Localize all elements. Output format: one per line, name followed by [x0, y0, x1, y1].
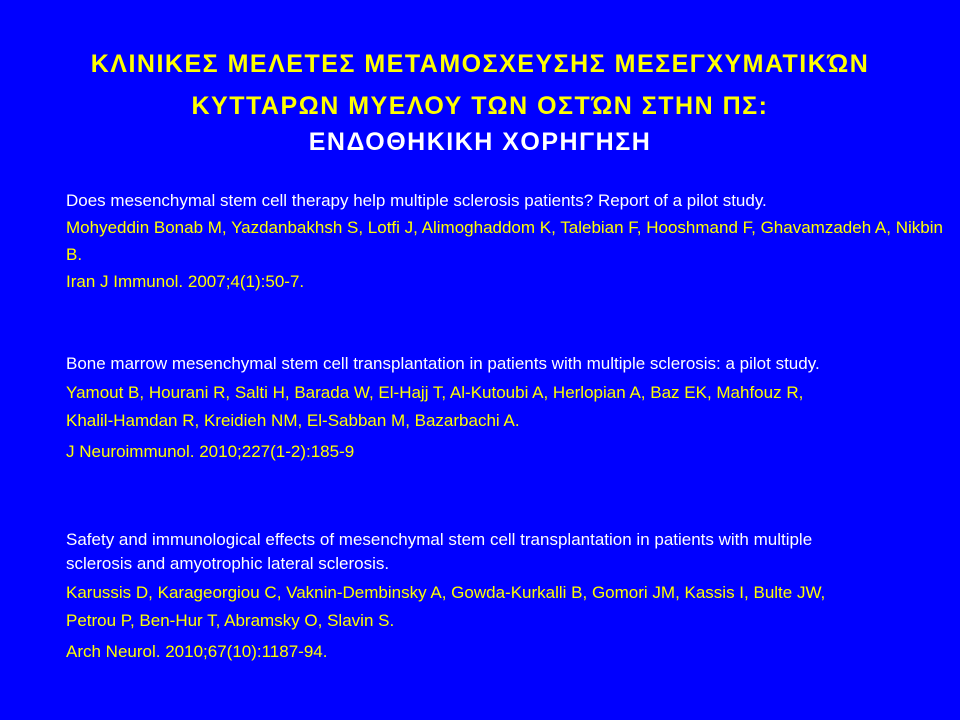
reference-journal: Arch Neurol. 2010;67(10):1187-94. — [66, 642, 328, 661]
slide-subtitle: ΕΝΔΟΘΗΚΙΚΗ ΧΟΡΗΓΗΣΗ — [308, 128, 652, 156]
slide-title-line-1: ΚΛΙΝΙΚΕΣ ΜΕΛΕΤΕΣ ΜΕΤΑΜΟΣΧΕΥΣΗΣ ΜΕΣΕΓΧΥΜΑΤΙΚΏΝ — [90, 50, 870, 78]
slide-title-line-2: ΚΥΤΤΑΡΩΝ ΜΥΕΛΟΥ ΤΩΝ ΟΣΤΏΝ ΣΤΗΝ ΠΣ: — [191, 92, 769, 120]
reference-3 — [66, 528, 946, 665]
reference-authors: Karussis D, Karageorgiou C, Vaknin-Dembinsky A, Gowda-Kurkalli B, Gomori JM, Kassis I, Bulte JW, Petrou P, Ben-Hur T, Abramsky O, Slavin S. — [66, 583, 826, 630]
reference-journal: Iran J Immunol. 2007;4(1):50-7. — [66, 272, 305, 291]
reference-title: Safety and immunological effects of mesenchymal stem cell transplantation in patients with multiple sclerosis and amyotrophic lateral sclerosis. — [66, 530, 813, 573]
reference-authors: Yamout B, Hourani R, Salti H, Barada W, El-Hajj T, Al-Kutoubi A, Herlopian A, Baz EK, Mahfouz R, Khalil-Hamdan R, Kreidieh NM, El-Sabban M, Bazarbachi A. — [66, 383, 804, 430]
reference-1 — [66, 187, 946, 295]
reference-title: Does mesenchymal stem cell therapy help multiple sclerosis patients? Report of a pilot study. — [66, 191, 767, 210]
reference-2 — [66, 352, 946, 465]
reference-journal: J Neuroimmunol. 2010;227(1-2):185-9 — [66, 442, 355, 461]
reference-authors: Mohyeddin Bonab M, Yazdanbakhsh S, Lotfi J, Alimoghaddom K, Talebian F, Hooshmand F, Ghavamzadeh A, Nikbin B. — [66, 218, 943, 264]
reference-title: Bone marrow mesenchymal stem cell transplantation in patients with multiple sclerosis: a pilot study. — [66, 354, 820, 373]
